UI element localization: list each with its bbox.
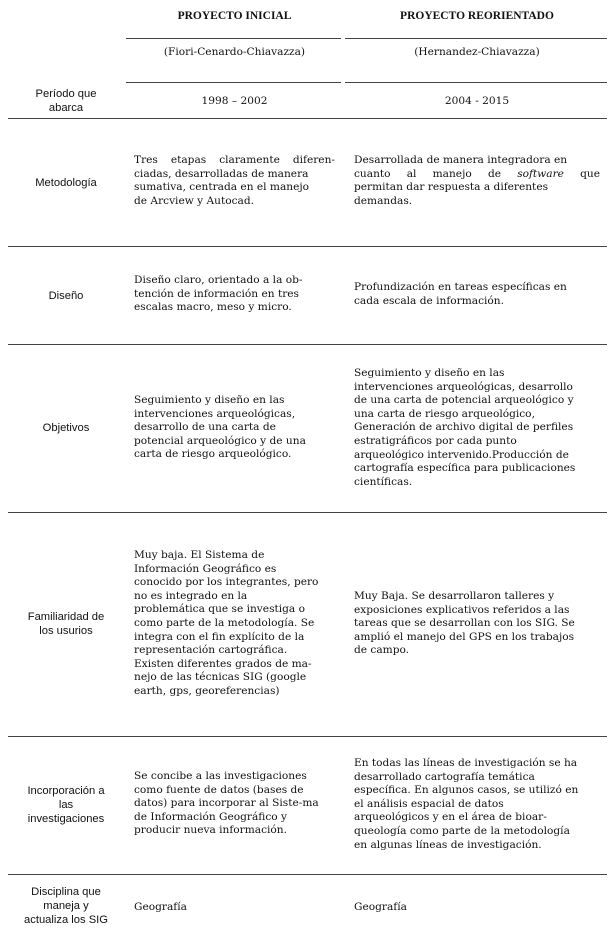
- text-line: Desarrollada de manera integradora en: [354, 154, 568, 166]
- text-line: cada escala de información.: [354, 294, 504, 307]
- text-line: Información Geográfico es: [134, 562, 277, 575]
- text-line: exposiciones explicativos referidos a las: [354, 603, 570, 616]
- text-line: el análisis espacial de datos: [354, 797, 504, 810]
- label-line: Metodología: [35, 177, 97, 189]
- row-divider: [8, 874, 607, 875]
- row-divider: [8, 512, 607, 513]
- disciplina-b: [354, 901, 600, 915]
- text-line: Generación de archivo digital de perfiles: [354, 421, 574, 434]
- text-line: Existen diferentes grados de ma-: [134, 657, 312, 670]
- diseno-b: [354, 281, 600, 308]
- text-line: arqueológicos y en el área de bioar-: [354, 811, 547, 824]
- text-line: en algunas líneas de investigación.: [354, 838, 542, 851]
- incorporacion-b: [354, 757, 600, 852]
- periodo-b: 2004 - 2015: [444, 95, 510, 107]
- metodologia-a: [134, 154, 335, 208]
- text-line: Profundización en tareas específicas en: [354, 281, 567, 293]
- text-line: nejo de las técnicas SIG (google: [134, 671, 307, 684]
- text-line: integra con el fin explícito de la: [134, 630, 305, 643]
- text-line: representación cartográfica.: [134, 644, 288, 657]
- row-label-incorporacion: [6, 784, 126, 826]
- row-divider: [8, 246, 607, 247]
- text-line: Seguimiento y diseño en las: [134, 394, 285, 406]
- label-line: Objetivos: [42, 422, 90, 434]
- row-label-familiaridad: [6, 610, 126, 638]
- label-line: abarca: [48, 102, 84, 114]
- text-line: no es integrado en la: [134, 589, 248, 602]
- text-line: Geografía: [134, 901, 187, 913]
- text-line: una carta de riesgo arqueológico,: [354, 407, 535, 420]
- text-line: arqueológico intervenido.Producción de: [354, 448, 569, 461]
- text-line: Geografía: [354, 901, 407, 913]
- text-line: de una carta de potencial arqueológico y: [354, 394, 574, 407]
- authors-divider-a: [126, 82, 341, 83]
- text-line: demandas.: [354, 194, 413, 207]
- text-line: científicas.: [354, 475, 413, 488]
- text-line: Se concibe a las investigaciones: [134, 770, 307, 782]
- text-line: estratigráficos por cada punto: [354, 434, 517, 447]
- header-divider-b: [345, 38, 607, 39]
- text-line: amplió el manejo del GPS en los trabajos: [354, 630, 575, 643]
- label-line: Familiaridad de: [27, 611, 105, 623]
- text-line: ciadas, desarrolladas de manera: [134, 167, 309, 180]
- header-divider-a: [126, 38, 341, 39]
- label-line: Diseño: [48, 290, 84, 302]
- disciplina-a: [134, 901, 335, 915]
- text-line: potencial arqueológico y de una: [134, 434, 306, 447]
- col-b-title: PROYECTO REORIENTADO: [400, 10, 554, 22]
- text-line: conocido por los integrantes, pero: [134, 576, 319, 589]
- label-line: actualiza los SIG: [24, 914, 108, 926]
- text-line: intervenciones arqueológicas, desarrollo: [354, 380, 573, 393]
- label-line: investigaciones: [27, 813, 105, 825]
- text-line: carta de riesgo arqueológico.: [134, 448, 292, 461]
- label-line: los usurios: [39, 625, 93, 637]
- diseno-a: [134, 274, 335, 315]
- label-line: Incorporación a: [27, 785, 105, 797]
- label-line: las: [58, 799, 74, 811]
- text-line: sumativa, centrada en el manejo: [134, 181, 310, 194]
- text-line: como parte de la metodología. Se: [134, 616, 315, 629]
- text-line: escalas macro, meso y micro.: [134, 301, 292, 314]
- authors-divider-b: [345, 82, 607, 83]
- text-line: desarrollo de una carta de: [134, 421, 276, 434]
- row-label-objetivos: [6, 421, 126, 435]
- objetivos-a: [134, 394, 335, 462]
- row-label-metodologia: [6, 176, 126, 190]
- text-line: de Información Geográfico y: [134, 810, 288, 823]
- row-divider: [8, 736, 607, 737]
- row-label-periodo: [6, 87, 126, 115]
- text-line: desarrollado cartografía temática: [354, 770, 535, 783]
- text-line: de campo.: [354, 644, 410, 657]
- text-line: producir nueva información.: [134, 824, 287, 837]
- text-line: Muy baja. El Sistema de: [134, 549, 265, 561]
- text-line: problemática que se investiga o: [134, 603, 305, 616]
- incorporacion-a: [134, 770, 335, 838]
- text-line: de Arcview y Autocad.: [134, 194, 255, 207]
- periodo-a: 1998 – 2002: [201, 95, 268, 107]
- label-line: Disciplina que: [31, 886, 101, 898]
- row-label-disciplina: [6, 885, 126, 927]
- text-line: Diseño claro, orientado a la ob-: [134, 274, 303, 286]
- text-line: earth, gps, georeferencias): [134, 684, 280, 697]
- familiaridad-a: [134, 549, 335, 699]
- text-line: Muy Baja. Se desarrollaron talleres y: [354, 590, 555, 602]
- objetivos-b: [354, 367, 600, 489]
- text-line: específica. En algunos casos, se utilizó en: [354, 784, 579, 797]
- text-line: Seguimiento y diseño en las: [354, 367, 505, 379]
- label-line: maneja y: [43, 900, 89, 912]
- text-line: intervenciones arqueológicas,: [134, 407, 296, 420]
- text-line: permitan dar respuesta a diferentes: [354, 181, 549, 194]
- text-line: como fuente de datos (bases de: [134, 783, 304, 796]
- text-line: En todas las líneas de investigación se ha: [354, 757, 578, 769]
- text-line: tareas que se desarrollan con los SIG. Se: [354, 617, 575, 630]
- label-line: Período que: [35, 88, 97, 100]
- col-b-authors: (Hernandez-Chiavazza): [414, 46, 540, 58]
- text-line: queología como parte de la metodología: [354, 824, 570, 837]
- text-line: cartografía específica para publicaciones: [354, 462, 576, 475]
- text-line: Tres etapas claramente diferen-: [134, 154, 335, 166]
- text-line: datos) para incorporar al Siste-ma: [134, 797, 319, 810]
- col-a-title: PROYECTO INICIAL: [177, 10, 292, 22]
- row-divider: [8, 344, 607, 345]
- text-line: cuanto al manejo de software que: [354, 167, 600, 180]
- col-a-authors: (Fiori-Cenardo-Chiavazza): [163, 46, 306, 58]
- row-label-diseno: [6, 289, 126, 303]
- text-line: tención de información en tres: [134, 287, 299, 300]
- familiaridad-b: [354, 590, 600, 658]
- row-divider: [8, 118, 607, 119]
- metodologia-b: [354, 154, 600, 208]
